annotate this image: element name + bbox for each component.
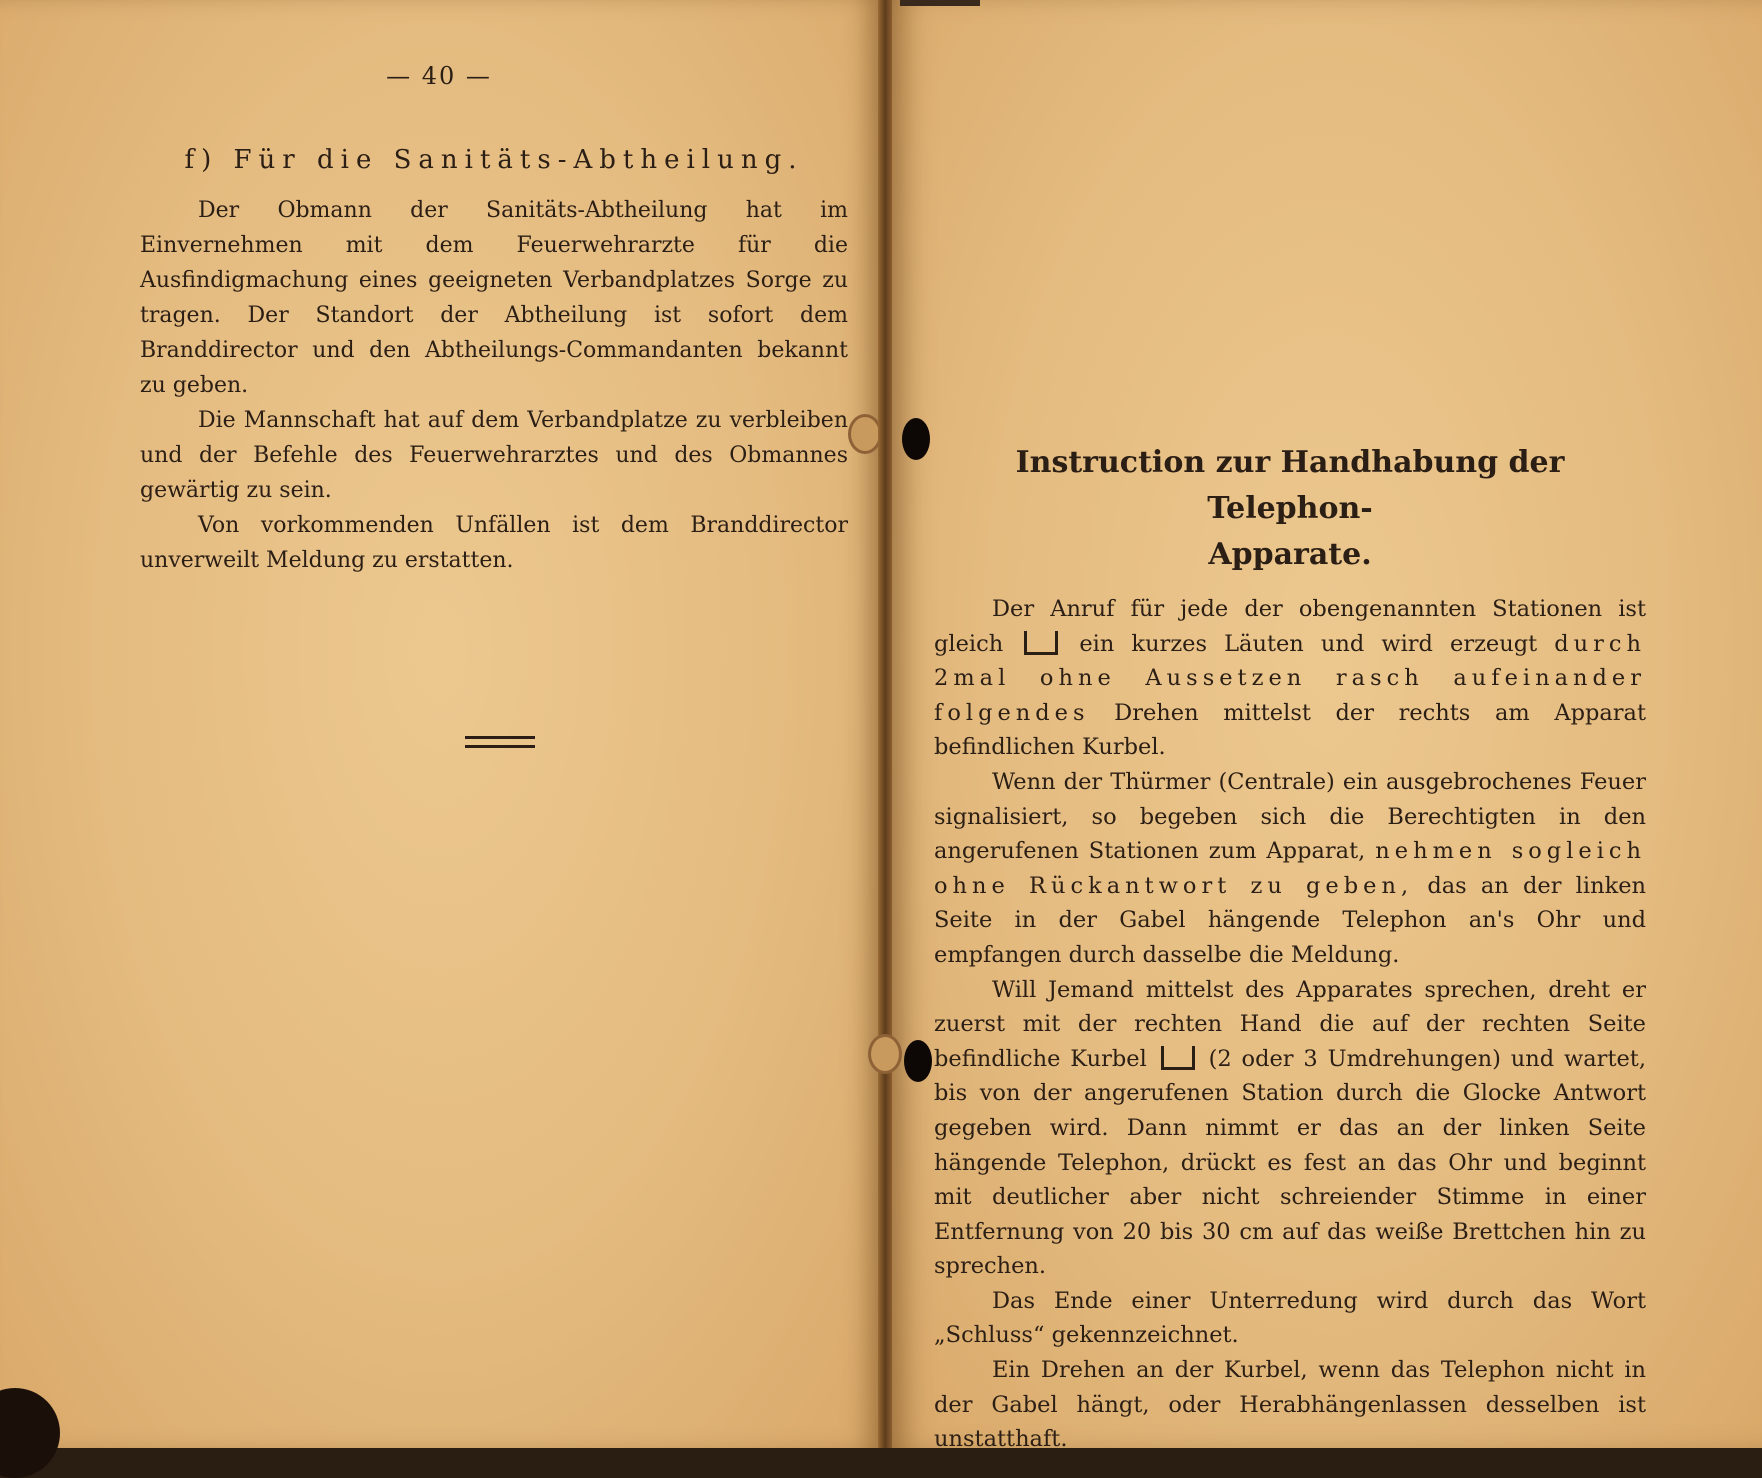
text-run: das an der linken Seite in der Gabel hängende Telephon an's Ohr und empfangen durch dasselbe die Meldung. [934, 872, 1647, 968]
binding-hole [904, 1040, 932, 1082]
instruction-title [934, 440, 1646, 578]
left-page [0, 0, 878, 1448]
signal-box-symbol [1161, 1046, 1195, 1070]
binding-hole-ring [868, 1034, 902, 1074]
paragraph-prohibition: Ein Drehen an der Kurbel, wenn das Telephon nicht in der Gabel hängt, oder Herabhängenlassen desselben ist unstatthaft. [934, 1357, 1646, 1453]
binding-hole-ring [848, 414, 882, 454]
paragraph-call-signal [934, 592, 1646, 765]
page-edge-strip [900, 0, 980, 6]
text-run: Wenn der Thürmer (Centrale) ein ausgebrochenes Feuer signalisiert, so begeben sich die Berechtigten in den angerufenen Stationen zum Apparat, [934, 768, 1646, 865]
title-line-1: Instruction zur Handhabung der Telephon- [1015, 445, 1565, 526]
paragraph: Die Mannschaft hat auf dem Verbandplatze zu verbleiben und der Befehle des Feuerwehrarztes und des Obmannes gewärtig zu sein. [140, 408, 848, 503]
left-page-text [140, 145, 848, 578]
spaced-text: durch 2mal ohne Aussetzen rasch aufeinander folgendes [934, 630, 1647, 726]
right-page-text [934, 440, 1646, 1457]
paragraph-end: Das Ende einer Unterredung wird durch das Wort „Schluss“ gekennzeichnet. [934, 1287, 1646, 1349]
text-run: Will Jemand mittelst des Apparates sprechen, dreht er zuerst mit der rechten Hand die auf der rechten Seite befindliche Kurbel [934, 976, 1646, 1072]
page-corner-shadow [0, 1388, 60, 1478]
paragraph: Der Obmann der Sanitäts-Abtheilung hat im Einvernehmen mit dem Feuerwehrarzte für die Ausfindigmachung eines geeigneten Verbandplatzes Sorge zu tragen. Der Standort der Abtheilung ist sofort dem Branddirector und den Abtheilungs-Commandanten bekannt zu geben. [140, 198, 848, 398]
text-run: ein kurzes Läuten und wird erzeugt [1079, 630, 1538, 657]
paragraph-fire-signal [934, 765, 1646, 973]
text-run: Drehen mittelst der rechts am Apparat befindlichen Kurbel. [934, 699, 1647, 761]
binding-hole [902, 418, 930, 460]
paragraph-speaking [934, 973, 1646, 1284]
text-run: (2 oder 3 Umdrehungen) und wartet, bis von der angerufenen Station durch die Glocke Antwort gegeben wird. Dann nimmt er das an der linken Seite hängende Telephon, drückt es fest an das Ohr und beginnt mit deutlicher aber nicht schreiender Stimme in einer Entfernung von 20 bis 30 cm auf das weiße Brettchen hin zu sprechen. [934, 1045, 1646, 1280]
title-line-2: Apparate. [1208, 537, 1372, 572]
signal-box-symbol [1024, 631, 1058, 655]
text-run: Der Anruf für jede der obengenannten Stationen ist gleich [934, 596, 1646, 657]
section-heading: f) Für die Sanitäts-Abtheilung. [184, 145, 804, 175]
book-gutter [878, 0, 892, 1448]
double-rule-divider [465, 736, 535, 748]
spaced-text: nehmen sogleich ohne Rückantwort zu geben, [934, 838, 1646, 899]
page-number: — 40 — [386, 62, 492, 90]
paragraph: Von vorkommenden Unfällen ist dem Branddirector unverweilt Meldung zu erstatten. [140, 513, 848, 573]
